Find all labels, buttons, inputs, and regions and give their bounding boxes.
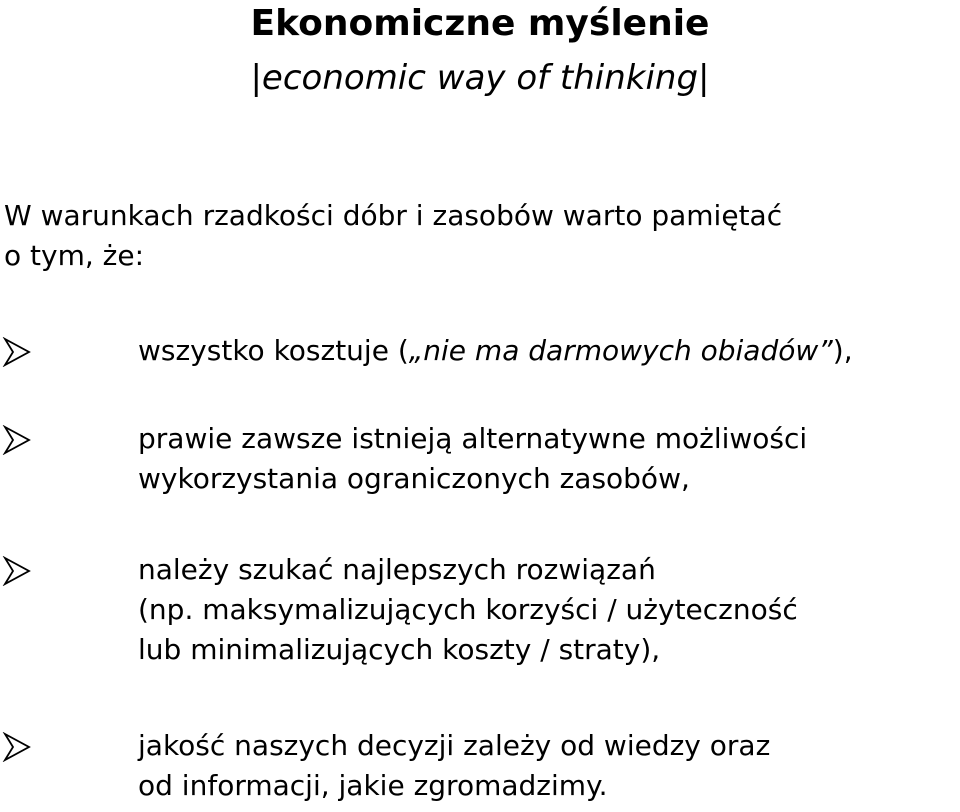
bullet-1-post: ), [832, 334, 853, 367]
bullet-4-line-2: od informacji, jakie zgromadzimy. [138, 769, 608, 802]
arrowhead-bullet-icon [2, 556, 32, 586]
slide-title: Ekonomiczne myślenie [250, 3, 710, 44]
bullet-1-quote: „nie ma darmowych obiadów” [408, 334, 833, 367]
slide-subtitle: |economic way of thinking| [250, 58, 710, 98]
bullet-text-4 [138, 726, 953, 806]
bullet-4-line-1: jakość naszych decyzji zależy od wiedzy oraz [138, 729, 771, 762]
arrowhead-bullet-icon [2, 732, 32, 762]
bullet-text-1 [138, 331, 953, 371]
bullet-3-line-3: lub minimalizujących koszty / straty), [138, 633, 661, 666]
arrowhead-bullet-icon [2, 425, 32, 455]
bullet-3-line-2: (np. maksymalizujących korzyści / użyteczność [138, 593, 798, 626]
bullet-text-2 [138, 419, 953, 499]
intro-line-2: o tym, że: [4, 239, 145, 272]
arrowhead-bullet-icon [2, 337, 32, 367]
bullet-text-3 [138, 550, 953, 670]
bullet-2-line-1: prawie zawsze istnieją alternatywne możliwości [138, 422, 808, 455]
bullet-1-pre: wszystko kosztuje ( [138, 334, 409, 367]
intro-line-1: W warunkach rzadkości dóbr i zasobów warto pamiętać [4, 199, 783, 232]
bullet-3-line-1: należy szukać najlepszych rozwiązań [138, 553, 656, 586]
intro-paragraph [4, 196, 944, 276]
title-block [0, 0, 960, 100]
bullet-2-line-2: wykorzystania ograniczonych zasobów, [138, 462, 690, 495]
